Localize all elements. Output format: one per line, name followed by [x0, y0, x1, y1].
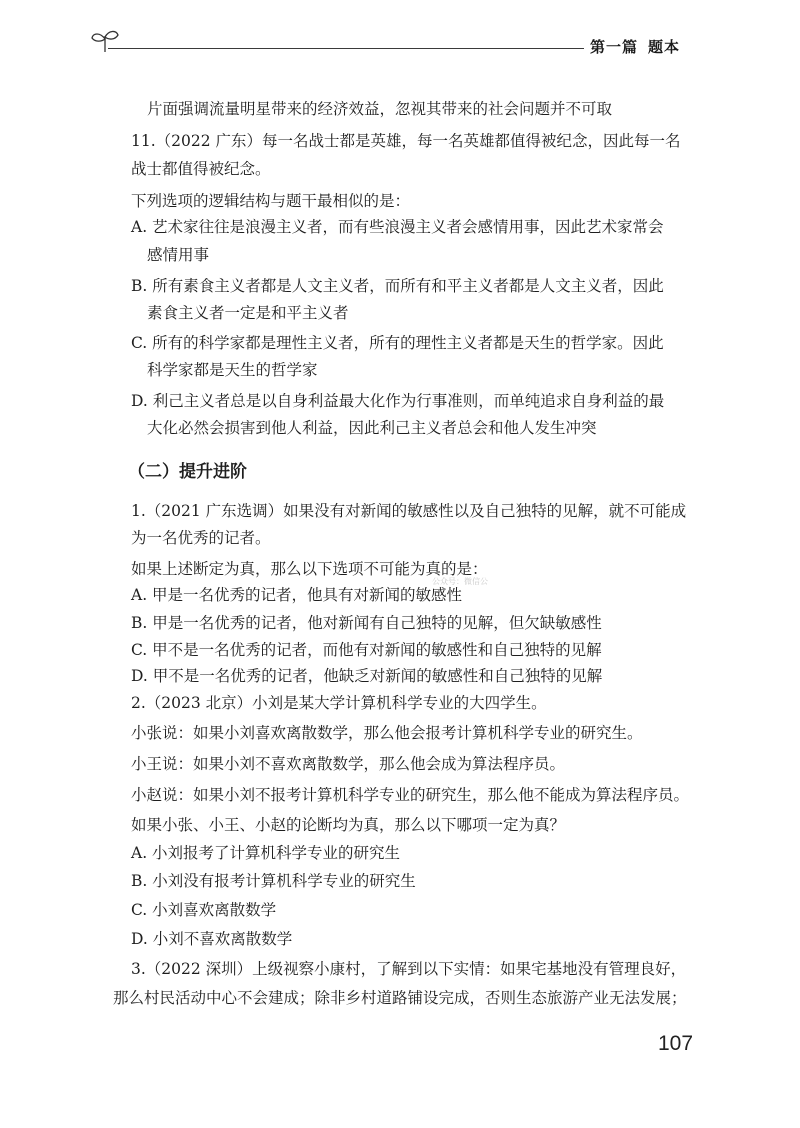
question-11-stem-cont: 战士都值得被纪念。 [131, 160, 271, 178]
question-2-option-a: A. 小刘报考了计算机科学专业的研究生 [131, 844, 401, 862]
question-2-prompt: 如果小张、小王、小赵的论断均为真，那么以下哪项一定为真？ [131, 816, 566, 834]
question-3-stem-cont: 那么村民活动中心不会建成；除非乡村道路铺设完成，否则生态旅游产业无法发展； [113, 989, 687, 1007]
question-2-option-d: D. 小刘不喜欢离散数学 [131, 930, 293, 948]
question-1-option-a: A. 甲是一名优秀的记者，他具有对新闻的敏感性 [131, 586, 463, 604]
page-number: 107 [658, 1032, 694, 1055]
watermark: 公众号：微信公 [432, 577, 488, 586]
question-2-stem: 2.（2023 北京）小刘是某大学计算机科学专业的大四学生。 [131, 694, 547, 712]
text-line: 片面强调流量明星带来的经济效益，忽视其带来的社会问题并不可取 [147, 100, 613, 118]
question-1-prompt: 如果上述断定为真，那么以下选项不可能为真的是： [131, 560, 488, 578]
question-1-option-b: B. 甲是一名优秀的记者，他对新闻有自己独特的见解，但欠缺敏感性 [131, 614, 602, 632]
question-2-option-b: B. 小刘没有报考计算机科学专业的研究生 [131, 872, 416, 890]
question-11-option-b-cont: 素食主义者一定是和平主义者 [147, 304, 349, 322]
question-2-option-c: C. 小刘喜欢离散数学 [131, 901, 277, 919]
question-11-option-d-cont: 大化必然会损害到他人利益，因此利己主义者总会和他人发生冲突 [147, 419, 597, 437]
question-11-option-a-cont: 感情用事 [147, 246, 210, 264]
question-1-stem: 1.（2021 广东选调）如果没有对新闻的敏感性以及自己独特的见解，就不可能成 [131, 502, 687, 520]
question-11-stem: 11.（2022 广东）每一名战士都是英雄，每一名英雄都值得被纪念，因此每一名 [131, 132, 681, 150]
header-rule [108, 48, 584, 49]
question-1-option-d: D. 甲不是一名优秀的记者，他缺乏对新闻的敏感性和自己独特的见解 [131, 667, 603, 685]
section-heading: （二）提升进阶 [128, 462, 247, 482]
question-11-option-b: B. 所有素食主义者都是人文主义者，而所有和平主义者都是人文主义者，因此 [131, 277, 664, 295]
question-11-option-c: C. 所有的科学家都是理性主义者，所有的理性主义者都是天生的哲学家。因此 [131, 334, 664, 352]
question-11-option-c-cont: 科学家都是天生的哲学家 [147, 361, 318, 379]
question-2-statement-zhang: 小张说：如果小刘喜欢离散数学，那么他会报考计算机科学专业的研究生。 [131, 724, 643, 742]
question-11-option-a: A. 艺术家往往是浪漫主义者，而有些浪漫主义者会感情用事，因此艺术家常会 [131, 218, 664, 236]
leaf-ornament-icon [88, 26, 122, 54]
question-11-prompt: 下列选项的逻辑结构与题干最相似的是： [131, 192, 411, 210]
running-header [590, 36, 720, 57]
question-2-statement-zhao: 小赵说：如果小刘不报考计算机科学专业的研究生，那么他不能成为算法程序员。 [131, 786, 690, 804]
question-11-option-d: D. 利己主义者总是以自身利益最大化作为行事准则，而单纯追求自身利益的最 [131, 392, 665, 410]
header-subtitle: 题本 [648, 38, 681, 56]
question-1-option-c: C. 甲不是一名优秀的记者，而他有对新闻的敏感性和自己独特的见解 [131, 641, 602, 659]
question-3-stem: 3.（2022 深圳）上级视察小康村，了解到以下实情：如果宅基地没有管理良好， [131, 960, 687, 978]
question-2-statement-wang: 小王说：如果小刘不喜欢离散数学，那么他会成为算法程序员。 [131, 755, 566, 773]
question-1-stem-cont: 为一名优秀的记者。 [131, 529, 271, 547]
header-section: 第一篇 [590, 38, 639, 56]
